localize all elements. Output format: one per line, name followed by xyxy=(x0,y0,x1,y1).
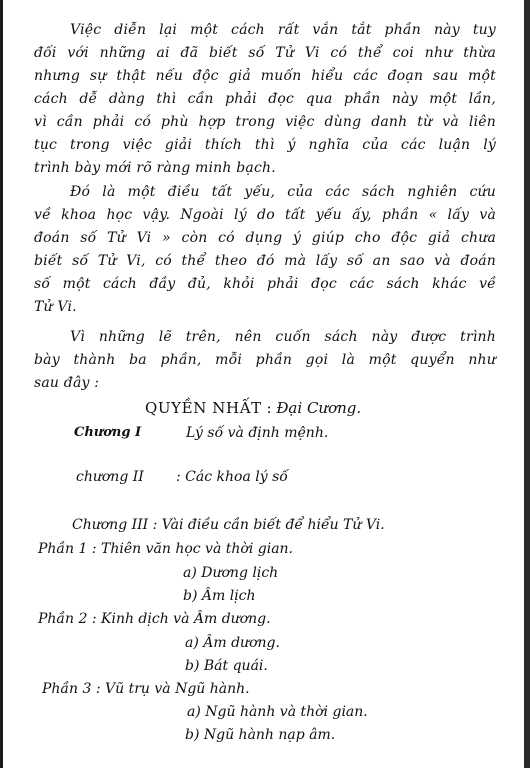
paragraph-2-line: đoán số Tử Vi » còn có dụng ý giúp cho độc giả chưa xyxy=(34,230,496,246)
chapter-2-label: chương II xyxy=(76,469,144,485)
paragraph-3-line: bày thành ba phần, mỗi phần gọi là một quyển như xyxy=(34,352,496,368)
paragraph-1-line: nhưng sự thật nếu độc giả muốn hiểu các đoạn sau một xyxy=(34,68,496,84)
paragraph-3-line: sau đây : xyxy=(34,375,100,391)
paragraph-2-line: Đó là một điều tất yếu, của các sách nghiên cứu xyxy=(70,184,496,200)
paragraph-2-line: về khoa học vậy. Ngoài lý do tất yếu ấy, phần « lấy và xyxy=(34,207,496,223)
chapter-1-title: Lý số và định mệnh. xyxy=(186,425,329,441)
scan-right-edge xyxy=(524,0,530,768)
book-title xyxy=(145,398,361,418)
paragraph-3-line: Vì những lẽ trên, nên cuốn sách này được trình xyxy=(70,329,496,345)
chapter-3-heading: Chương III : Vài điều cần biết để hiểu Tử Vi. xyxy=(72,517,385,533)
paragraph-1-line: vì cần phải có phù hợp trong việc dùng danh từ và liên xyxy=(34,114,496,130)
book-heading: QUYỀN NHẤT xyxy=(145,399,262,417)
paragraph-1-line: tục trong việc giải thích thì ý nghĩa của các luận lý xyxy=(34,137,496,153)
part-3-item-a: a) Ngũ hành và thời gian. xyxy=(187,704,368,720)
chapter-1-label: Chương I xyxy=(74,425,142,440)
part-3-item-b: b) Ngũ hành nạp âm. xyxy=(185,727,336,743)
part-2-item-a: a) Âm dương. xyxy=(185,635,280,651)
part-1-heading: Phần 1 : Thiên văn học và thời gian. xyxy=(38,541,294,557)
part-1-item-b: b) Âm lịch xyxy=(183,588,256,604)
scan-left-edge xyxy=(0,0,3,768)
part-3-heading: Phần 3 : Vũ trụ và Ngũ hành. xyxy=(42,681,250,697)
paragraph-1-line: Việc diễn lại một cách rất vắn tắt phần này tuy xyxy=(70,22,496,38)
paragraph-1-line: trình bày mới rõ ràng minh bạch. xyxy=(34,160,276,176)
book-title-separator: : xyxy=(261,399,277,417)
part-2-heading: Phần 2 : Kinh dịch và Âm dương. xyxy=(38,611,271,627)
paragraph-2-line: biết số Tử Vi, có thể theo đó mà lấy số an sao và đoán xyxy=(34,253,496,269)
paragraph-1-line: cách dễ dàng thì cần phải đọc qua phần này một lần, xyxy=(34,91,496,107)
paragraph-1-line: đối với những ai đã biết số Tử Vi có thể coi như thừa xyxy=(34,45,496,61)
paragraph-2-line: số một cách đầy đủ, khỏi phải đọc các sách khác về xyxy=(34,276,496,292)
book-name: Đại Cương. xyxy=(276,399,362,417)
chapter-2-title: : Các khoa lý số xyxy=(176,469,288,485)
paragraph-2-line: Tử Vi. xyxy=(34,299,77,315)
part-2-item-b: b) Bát quái. xyxy=(185,658,268,674)
part-1-item-a: a) Dương lịch xyxy=(183,565,279,581)
